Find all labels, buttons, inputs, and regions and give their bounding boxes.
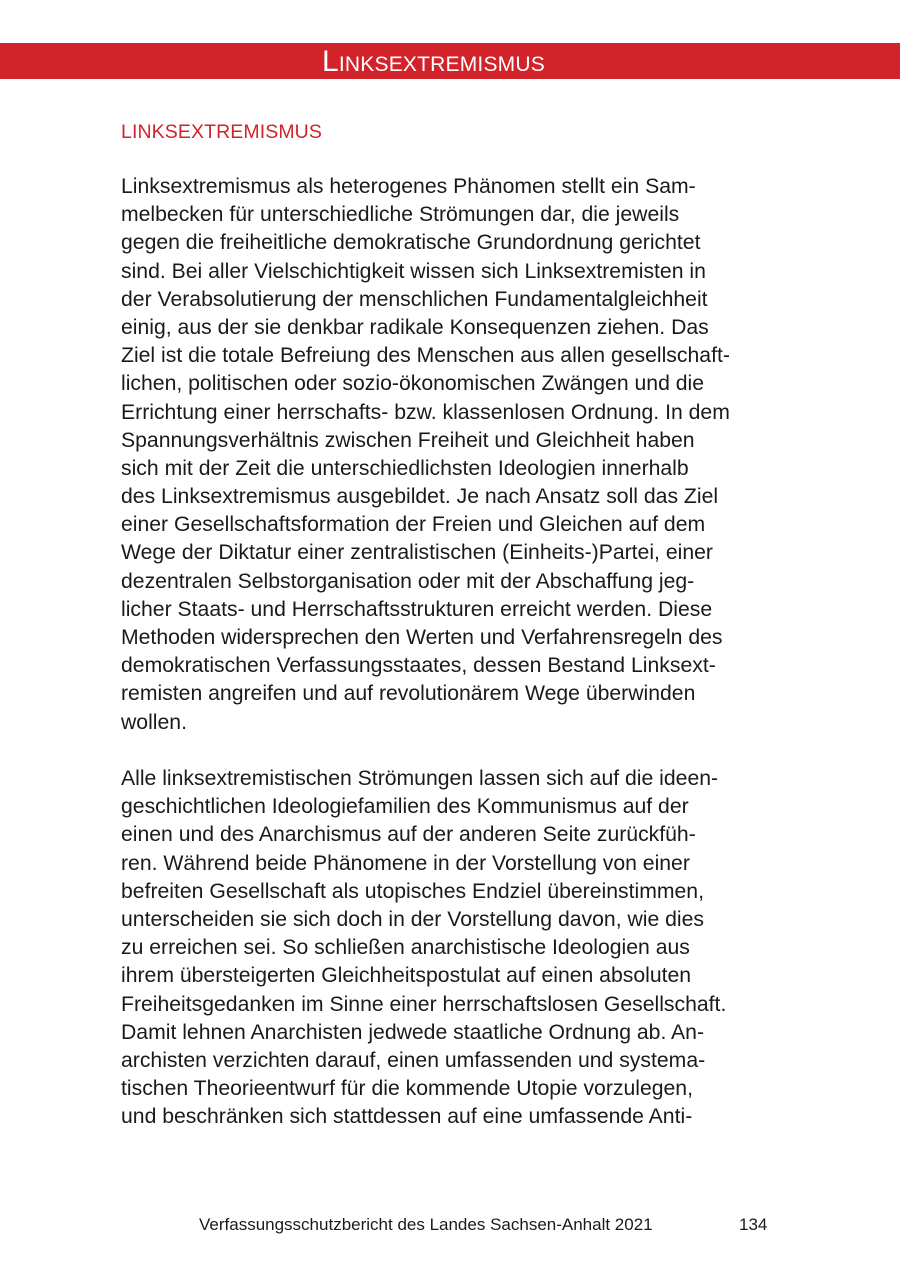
- text-line: Linksextremismus als heterogenes Phänomen stellt ein Sam-: [121, 175, 696, 198]
- text-line: archisten verzichten darauf, einen umfassenden und systema-: [121, 1048, 706, 1072]
- text-line: Alle linksextremistischen Strömungen lassen sich auf die ideen-: [121, 767, 719, 790]
- text-line: dezentralen Selbstorganisation oder mit der Abschaffung jeg-: [121, 569, 695, 593]
- page-header-title: Linksextremismus: [322, 45, 545, 78]
- body-paragraph-1: [121, 173, 801, 737]
- text-line: zu erreichen sei. So schließen anarchistische Ideologien aus: [121, 936, 690, 960]
- text-line: sind. Bei aller Vielschichtigkeit wissen sich Linksextremisten in: [121, 259, 706, 283]
- text-line: Methoden widersprechen den Werten und Verfahrensregeln des: [121, 626, 723, 649]
- text-line: sich mit der Zeit die unterschiedlichsten Ideologien innerhalb: [121, 456, 689, 480]
- text-line: remisten angreifen und auf revolutionärem Wege überwinden: [121, 682, 696, 706]
- text-line: Ziel ist die totale Befreiung des Menschen aus allen gesellschaft-: [121, 344, 730, 368]
- text-line: lichen, politischen oder sozio-ökonomischen Zwängen und die: [121, 372, 705, 396]
- text-line: unterscheiden sie sich doch in der Vorstellung davon, wie dies: [121, 907, 705, 931]
- text-line: und beschränken sich stattdessen auf eine umfassende Anti-: [121, 1105, 693, 1129]
- text-line: Wege der Diktatur einer zentralistischen (Einheits-)Partei, einer: [121, 541, 713, 565]
- text-line: des Linksextremismus ausgebildet. Je nach Ansatz soll das Ziel: [121, 485, 719, 509]
- text-line: Errichtung einer herrschafts- bzw. klassenlosen Ordnung. In dem: [121, 400, 730, 424]
- text-line: gegen die freiheitliche demokratische Grundordnung gerichtet: [121, 231, 701, 255]
- text-line: geschichtlichen Ideologiefamilien des Kommunismus auf der: [121, 795, 689, 819]
- body-paragraph-2: [121, 765, 801, 1131]
- text-line: Freiheitsgedanken im Sinne einer herrschaftslosen Gesellschaft.: [121, 992, 727, 1016]
- page-number: 134: [739, 1215, 768, 1234]
- text-line: einig, aus der sie denkbar radikale Konsequenzen ziehen. Das: [121, 315, 709, 339]
- text-line: tischen Theorieentwurf für die kommende Utopie vorzulegen,: [121, 1077, 693, 1101]
- text-line: melbecken für unterschiedliche Strömungen dar, die jeweils: [121, 203, 680, 227]
- text-line: ihrem übersteigerten Gleichheitspostulat auf einen absoluten: [121, 964, 692, 988]
- text-line: Damit lehnen Anarchisten jedwede staatliche Ordnung ab. An-: [121, 1020, 705, 1044]
- text-line: einer Gesellschaftsformation der Freien und Gleichen auf dem: [121, 513, 706, 537]
- text-line: demokratischen Verfassungsstaates, dessen Bestand Linksext-: [121, 654, 716, 678]
- text-line: wollen.: [121, 710, 187, 734]
- text-line: ren. Während beide Phänomene in der Vorstellung von einer: [121, 851, 690, 875]
- text-line: befreiten Gesellschaft als utopisches Endziel übereinstimmen,: [121, 879, 704, 903]
- footer-publication-title: Verfassungsschutzbericht des Landes Sachsen-Anhalt 2021: [199, 1215, 653, 1234]
- text-line: einen und des Anarchismus auf der anderen Seite zurückfüh-: [121, 823, 696, 847]
- text-line: der Verabsolutierung der menschlichen Fundamentalgleichheit: [121, 287, 708, 311]
- section-heading: LINKSEXTREMISMUS: [121, 121, 322, 143]
- text-line: licher Staats- und Herrschaftsstrukturen erreicht werden. Diese: [121, 597, 713, 621]
- text-line: Spannungsverhältnis zwischen Freiheit und Gleichheit haben: [121, 428, 695, 452]
